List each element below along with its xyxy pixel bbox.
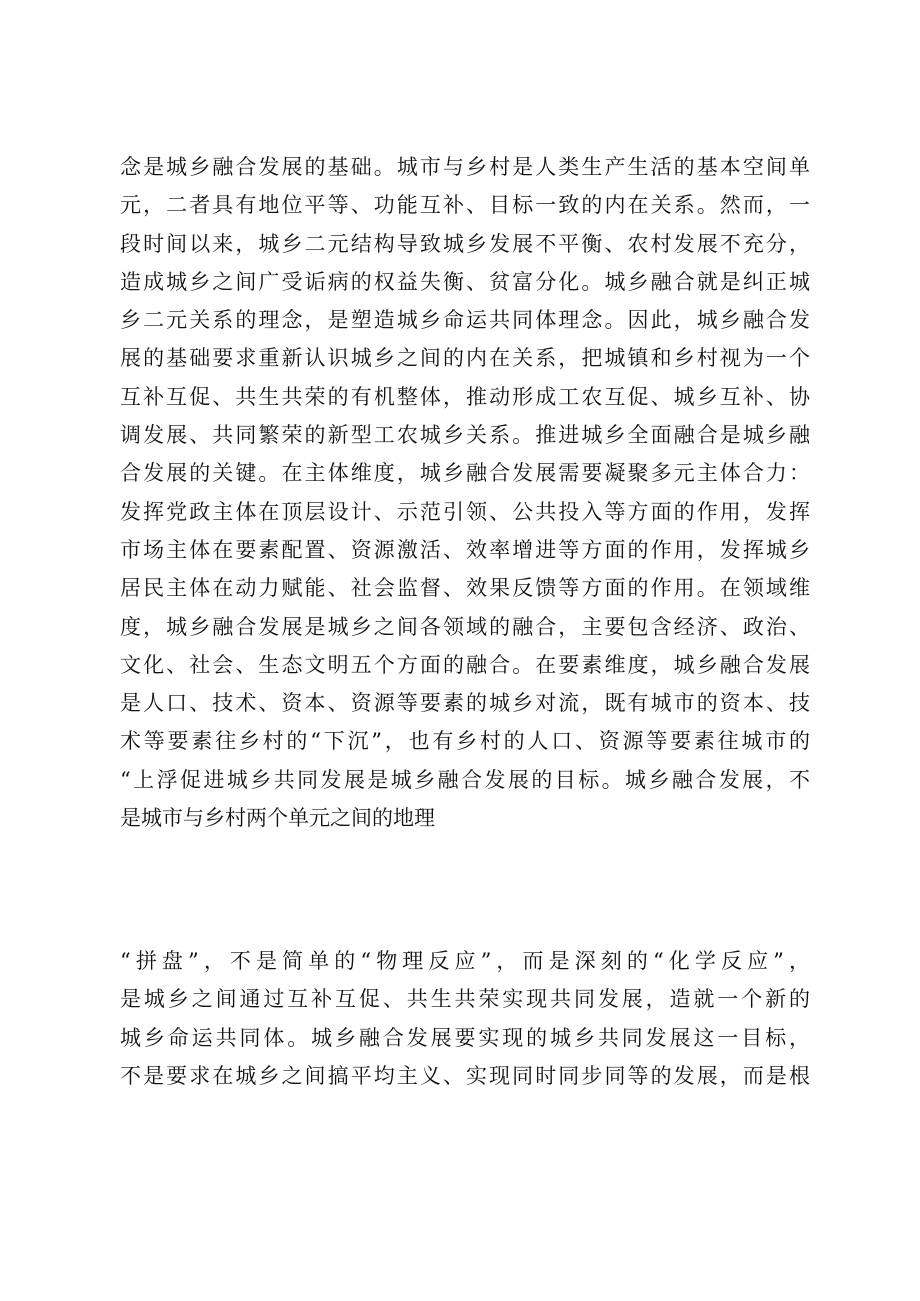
text-line: 市场主体在要素配置、资源激活、效率增进等方面的作用，发挥城乡 — [120, 537, 810, 562]
text-line: 是城市与乡村两个单元之间的地理 — [120, 806, 435, 831]
text-line: 念是城乡融合发展的基础。城市与乡村是人类生产生活的基本空间单 — [120, 155, 810, 179]
text-line: 展的基础要求重新认识城乡之间的内在关系，把城镇和乡村视为一个 — [120, 346, 810, 371]
paragraph-block-2 — [120, 942, 810, 1095]
text-line: 不是要求在城乡之间搞平均主义、实现同时同步同等的发展，而是根 — [120, 1063, 810, 1088]
text-line: 互补互促、共生共荣的有机整体，推动形成工农互促、城乡互补、协 — [120, 384, 810, 409]
text-line: 文化、社会、生态文明五个方面的融合。在要素维度，城乡融合发展 — [120, 652, 810, 677]
text-line: 城乡命运共同体。城乡融合发展要实现的城乡共同发展这一目标， — [120, 1025, 810, 1050]
text-line: 居民主体在动力赋能、社会监督、效果反馈等方面的作用。在领域维 — [120, 576, 810, 601]
text-line: 是城乡之间通过互补互促、共生共荣实现共同发展，造就一个新的 — [120, 987, 810, 1012]
text-line: 是人口、技术、资本、资源等要素的城乡对流，既有城市的资本、技 — [120, 691, 810, 716]
text-line: “上浮促进城乡共同发展是城乡融合发展的目标。城乡融合发展，不 — [120, 767, 810, 792]
text-line: “拼盘”，不是简单的“物理反应”，而是深刻的“化学反应”， — [120, 949, 810, 973]
paragraph-block-1 — [120, 148, 810, 837]
text-line: 乡二元关系的理念，是塑造城乡命运共同体理念。因此，城乡融合发 — [120, 308, 810, 333]
text-line: 合发展的关键。在主体维度，城乡融合发展需要凝聚多元主体合力： — [120, 461, 810, 486]
text-line: 发挥党政主体在顶层设计、示范引领、公共投入等方面的作用，发挥 — [120, 499, 810, 524]
text-line: 造成城乡之间广受诟病的权益失衡、贫富分化。城乡融合就是纠正城 — [120, 269, 810, 294]
text-line: 段时间以来，城乡二元结构导致城乡发展不平衡、农村发展不充分， — [120, 231, 810, 256]
text-line: 术等要素往乡村的“下沉”，也有乡村的人口、资源等要素往城市的 — [120, 729, 810, 754]
text-line: 元，二者具有地位平等、功能互补、目标一致的内在关系。然而，一 — [120, 193, 810, 218]
text-line: 调发展、共同繁荣的新型工农城乡关系。推进城乡全面融合是城乡融 — [120, 423, 810, 448]
text-line: 度，城乡融合发展是城乡之间各领域的融合，主要包含经济、政治、 — [120, 614, 810, 639]
